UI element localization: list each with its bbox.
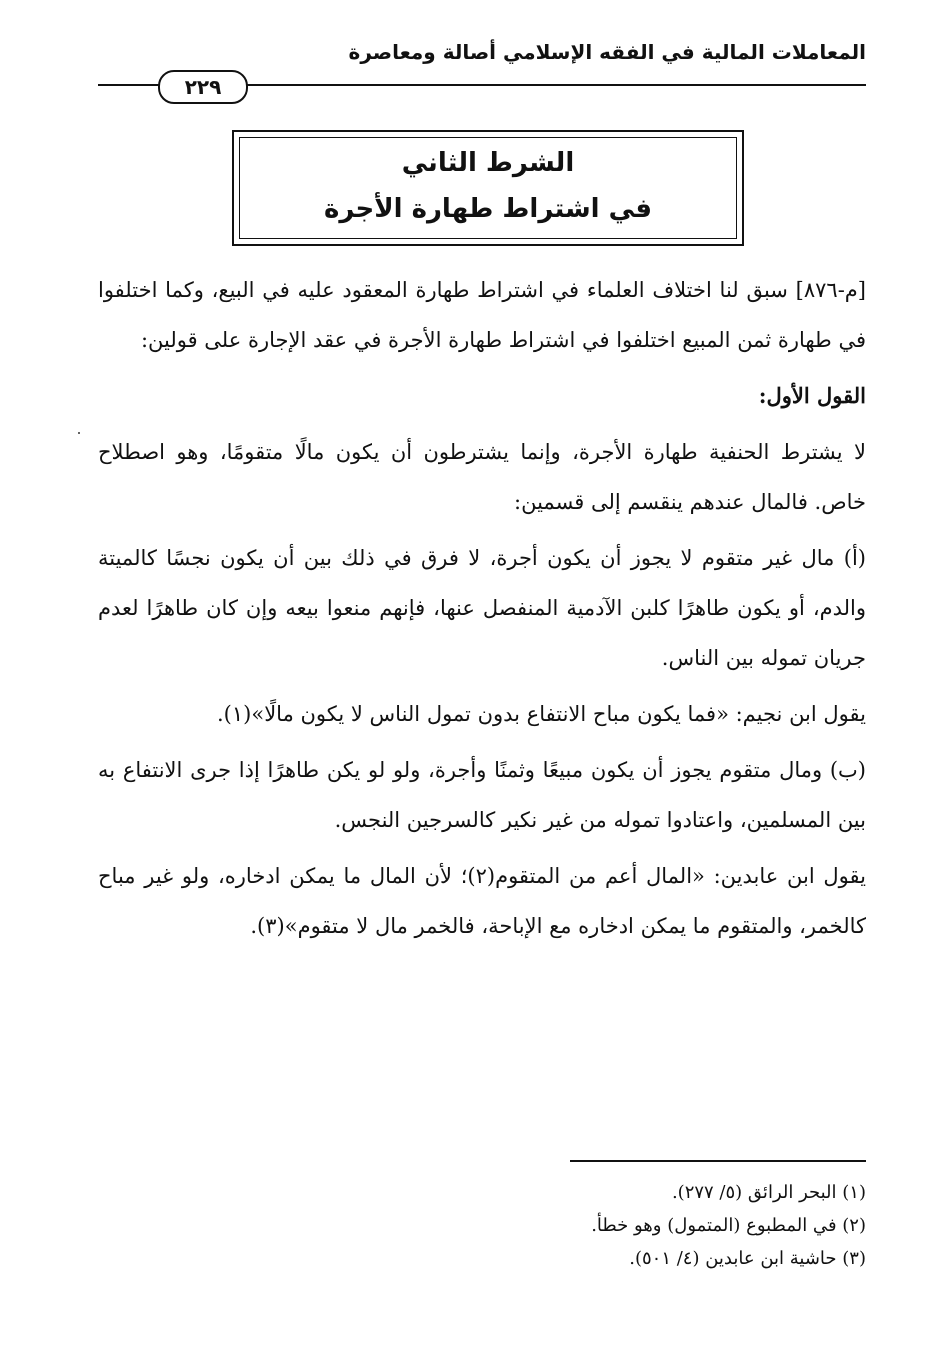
section-title-line-1: الشرط الثاني <box>401 148 575 178</box>
paragraph-intro: [م-٨٧٦] سبق لنا اختلاف العلماء في اشتراط طهارة المعقود عليه في البيع، وكما اختلفوا في طهارة ثمن المبيع اختلفوا في اشتراط طهارة الأجرة في عقد الإجارة على قولين: <box>98 278 866 352</box>
paragraph-ibn-abidin-quote: يقول ابن عابدين: «المال أعم من المتقوم(٢)؛ لأن المال ما يمكن ادخاره، ولو غير مباح كالخمر، والمتقوم ما يمكن ادخاره مع الإباحة، فالخمر مال لا متقوم»(٣). <box>98 864 866 938</box>
section-title-line-2: في اشتراط طهارة الأجرة <box>324 194 652 224</box>
running-title: المعاملات المالية في الفقه الإسلامي أصالة ومعاصرة <box>348 40 866 64</box>
stray-dot <box>78 432 80 434</box>
section-title-box <box>232 130 744 246</box>
footnote-1: (١) البحر الرائق (٥/ ٢٧٧). <box>671 1182 866 1203</box>
footnote-3: (٣) حاشية ابن عابدين (٤/ ٥٠١). <box>629 1248 866 1269</box>
paragraph-non-valued-property: (أ) مال غير متقوم لا يجوز أن يكون أجرة، لا فرق في ذلك بين أن يكون نجسًا كالميتة والدم، أو يكون طاهرًا كلبن الآدمية المنفصل عنها، فإنهم منعوا بيعه وإن كان طاهرًا لعدم جريان تموله بين الناس. <box>98 546 866 670</box>
paragraph-valued-property: (ب) ومال متقوم يجوز أن يكون مبيعًا وثمنًا وأجرة، ولو لو يكن طاهرًا إذا جرى الانتفاع به بين المسلمين، واعتادوا تموله من غير نكير كالسرجين النجس. <box>98 758 866 832</box>
body-text <box>98 265 866 951</box>
footnote-2: (٢) في المطبوع (المتمول) وهو خطأ. <box>591 1215 866 1236</box>
footnotes <box>366 1176 866 1275</box>
heading-first-opinion: القول الأول: <box>758 383 866 408</box>
paragraph-hanafi-condition: لا يشترط الحنفية طهارة الأجرة، وإنما يشترطون أن يكون مالًا متقومًا، وهو اصطلاح خاص. فالمال عندهم ينقسم إلى قسمين: <box>98 440 866 514</box>
paragraph-ibn-nujaym-quote: يقول ابن نجيم: «فما يكون مباح الانتفاع بدون تمول الناس لا يكون مالًا»(١). <box>217 702 866 726</box>
footnote-separator <box>570 1160 866 1162</box>
page-number: ٢٢٩ <box>158 70 248 104</box>
